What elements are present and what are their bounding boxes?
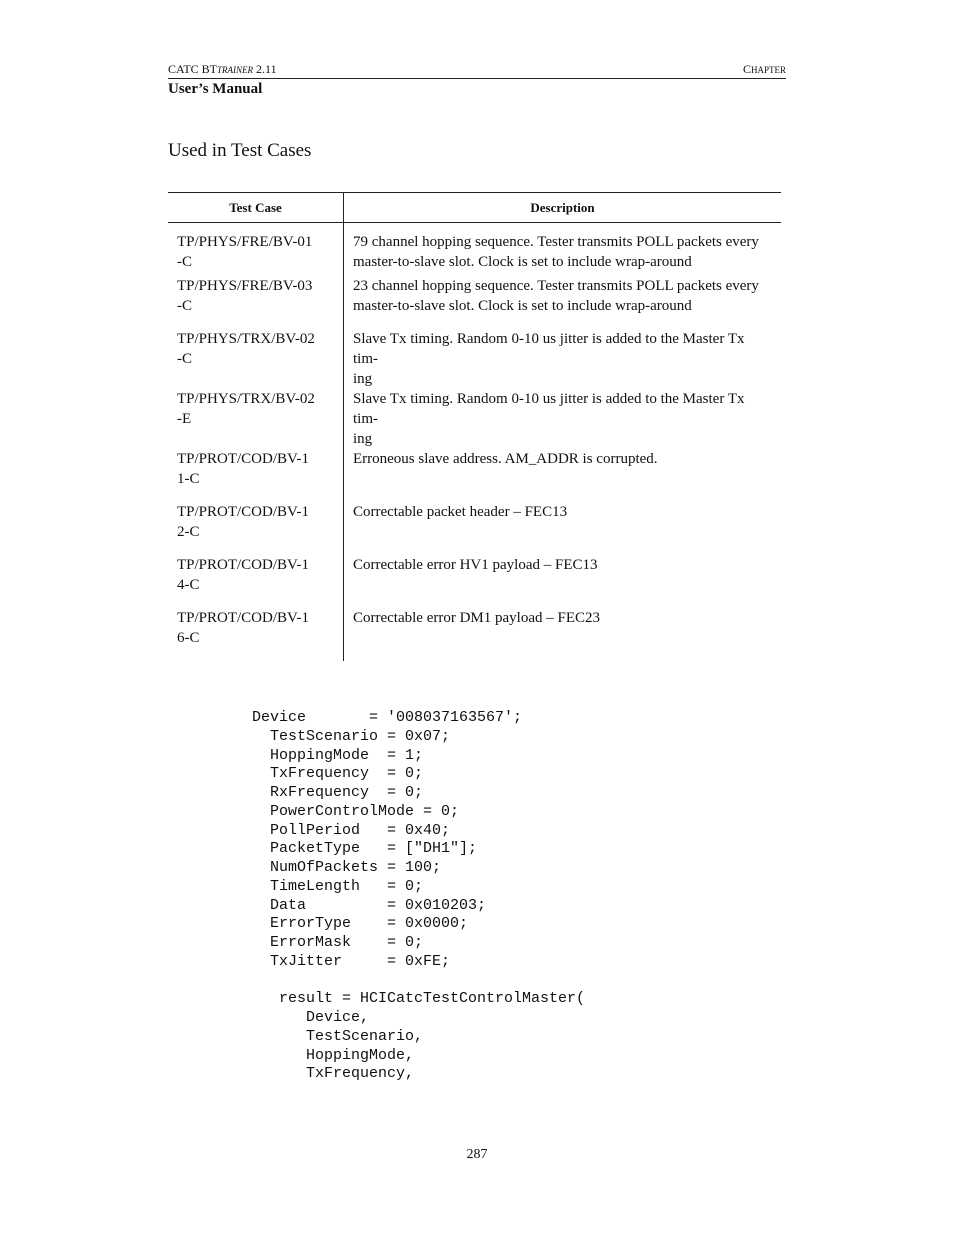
header-rule-line — [168, 62, 786, 79]
test-case-cell: TP/PROT/COD/BV-1 6-C — [168, 608, 344, 661]
code-line: Device = '008037163567'; — [252, 709, 523, 726]
table-row — [168, 608, 781, 661]
test-case-cell: TP/PROT/COD/BV-1 4-C — [168, 555, 344, 608]
table-row — [168, 502, 781, 555]
description-cell: 23 channel hopping sequence. Tester transmits POLL packets every master-to-slave slot. Clock is set to include wrap-around — [353, 278, 759, 314]
test-case-cell: TP/PHYS/FRE/BV-01 -C — [168, 223, 344, 277]
section-title: Used in Test Cases — [168, 140, 312, 161]
description-cell: Slave Tx timing. Random 0-10 us jitter is added to the Master Tx tim- ing — [353, 391, 745, 447]
code-line: result = HCICatcTestControlMaster( — [252, 990, 586, 1008]
code-line: PowerControlMode = 0; — [252, 802, 460, 820]
code-line: Data = 0x010203; — [252, 896, 487, 914]
code-line: TxFrequency, — [252, 1065, 415, 1083]
code-line: TxFrequency = 0; — [252, 765, 424, 783]
column-header-test-case: Test Case — [168, 193, 344, 223]
table-header-row — [168, 193, 781, 223]
table-row — [168, 449, 781, 502]
code-line: RxFrequency = 0; — [252, 784, 424, 801]
code-line: TestScenario = 0x07; — [252, 727, 451, 745]
description-cell: Correctable error HV1 payload – FEC13 — [353, 557, 598, 573]
test-case-cell: TP/PROT/COD/BV-1 2-C — [168, 502, 344, 555]
test-case-cell: TP/PROT/COD/BV-1 1-C — [168, 449, 344, 502]
code-line: PollPeriod = 0x40; — [252, 821, 451, 839]
description-cell: Slave Tx timing. Random 0-10 us jitter is added to the Master Tx tim- ing — [353, 331, 745, 387]
page-number: 287 — [466, 1147, 488, 1162]
test-case-cell: TP/PHYS/TRX/BV-02 -E — [168, 389, 344, 449]
chapter-label: CHAPTER — [742, 62, 786, 76]
description-cell: Correctable packet header – FEC13 — [353, 504, 568, 520]
description-cell: Correctable error DM1 payload – FEC23 — [353, 610, 601, 626]
manual-subtitle: User’s Manual — [168, 81, 263, 97]
code-line: PacketType = ["DH1"]; — [252, 840, 478, 858]
product-name: CATC BTTRAINER 2.11 — [168, 62, 277, 76]
table-row — [168, 276, 781, 329]
description-cell: Erroneous slave address. AM_ADDR is corrupted. — [353, 451, 658, 467]
table-row — [168, 555, 781, 608]
table-row — [168, 223, 781, 277]
code-listing — [252, 709, 585, 1084]
code-line: ErrorMask = 0; — [252, 934, 424, 951]
code-line: TxJitter = 0xFE; — [252, 952, 451, 970]
description-cell: 79 channel hopping sequence. Tester transmits POLL packets every master-to-slave slot. Clock is set to include wrap-around — [353, 234, 759, 270]
code-line: HoppingMode = 1; — [252, 746, 424, 764]
code-line: Device, — [252, 1009, 370, 1026]
test-case-cell: TP/PHYS/TRX/BV-02 -C — [168, 329, 344, 389]
table-row — [168, 329, 781, 389]
code-line: TestScenario, — [252, 1027, 424, 1045]
table-row — [168, 389, 781, 449]
code-line: HoppingMode, — [252, 1046, 415, 1064]
column-header-description: Description — [344, 193, 782, 223]
page-header — [168, 62, 786, 98]
test-cases-table — [168, 192, 781, 661]
test-case-cell: TP/PHYS/FRE/BV-03 -C — [168, 276, 344, 329]
code-line: ErrorType = 0x0000; — [252, 915, 469, 933]
code-line: NumOfPackets = 100; — [252, 859, 442, 876]
code-line: TimeLength = 0; — [252, 877, 424, 895]
